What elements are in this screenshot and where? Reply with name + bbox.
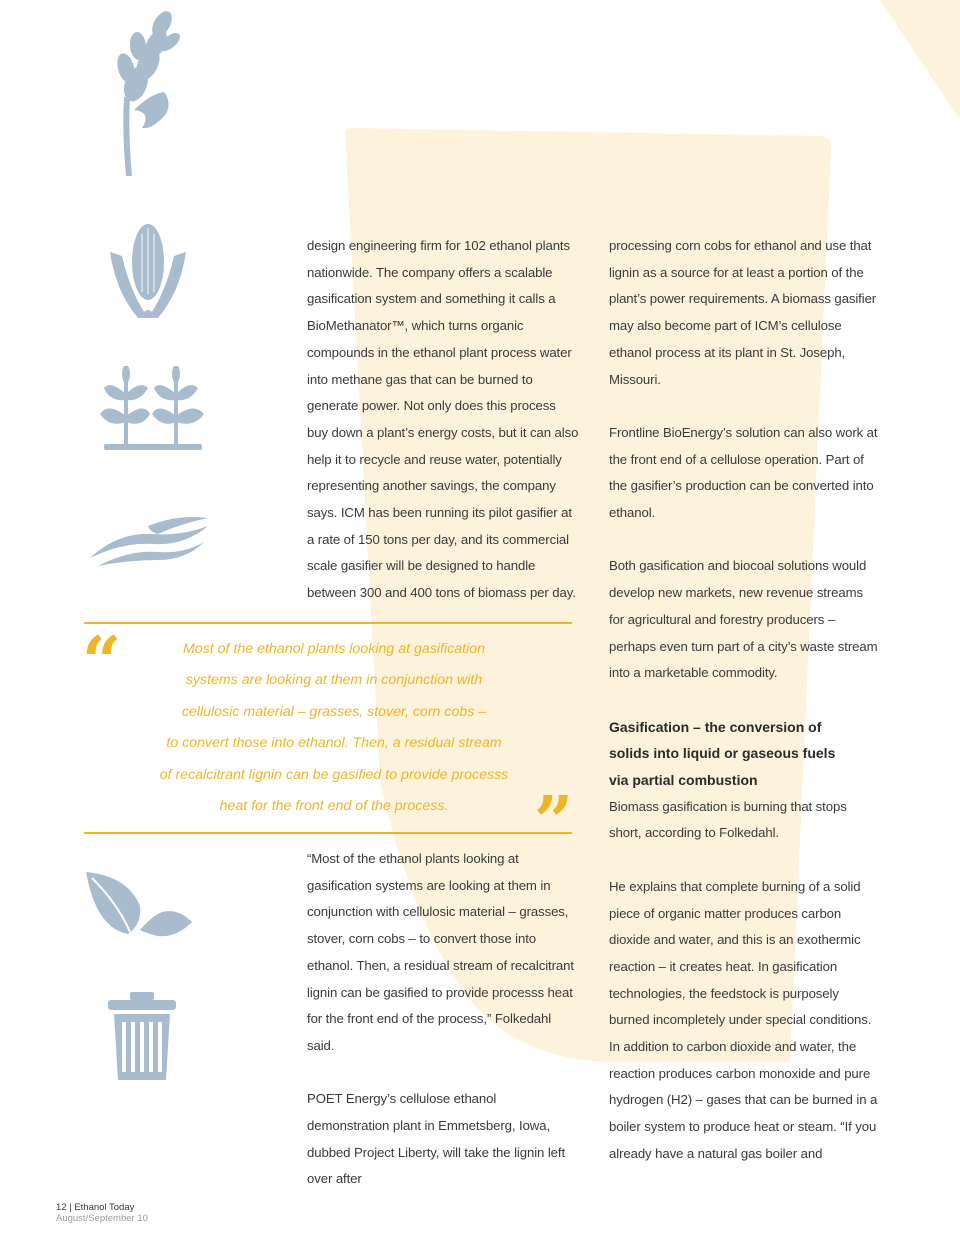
page-footer [56,1202,148,1224]
body-paragraph: “Most of the ethanol plants looking at gasification systems are looking at them in conjunction with cellulosic material – grasses, stover, corn cobs – to convert those into ethanol. Then, a residual stream of recalcitrant lignin can be gasified to provide processs heat for the front end of the process,” Folkedahl said. [307,851,574,1053]
pull-quote-text [144,634,524,822]
pull-quote-line: systems are looking at them in conjunction with [185,672,483,689]
seedlings-icon [100,366,206,456]
pull-quote-line: cellulosic material – grasses, stover, corn cobs – [181,703,487,720]
leaves-icon [82,868,194,940]
left-column-top [307,233,579,607]
pull-quote-line: to convert those into ethanol. Then, a residual stream [166,735,502,752]
section-heading: Gasification – the conversion of solids into liquid or gaseous fuels via partial combustion [609,718,836,789]
body-paragraph: Biomass gasification is burning that stops short, according to Folkedahl. [609,798,847,841]
left-column-bottom [307,846,579,1193]
body-paragraph: Both gasification and biocoal solutions would develop new markets, new revenue streams for agricultural and forestry producers – perhaps even turn part of a city’s waste stream into a marketable commodity. [609,558,878,681]
issue-date: August/September 10 [56,1213,148,1224]
trash-bin-icon [106,990,178,1082]
corn-icon [108,222,188,322]
body-paragraph: design engineering firm for 102 ethanol plants nationwide. The company offers a scalable gasification system and something it calls a BioMethanator™, which turns organic compounds in the ethanol plant process water into methane gas that can be burned to generate power. Not only does this process buy down a plant’s energy costs, but it can also help it to recycle and reuse water, potentially representing another savings, the company says. ICM has been running its pilot gasifier at a rate of 150 tons per day, and its commercial scale gasifier will be designed to handle between 300 and 400 tons of biomass per day. [307,238,579,601]
wind-icon [88,510,210,566]
body-paragraph: He explains that complete burning of a solid piece of organic matter produces carbon dioxide and water, and this is an exothermic reaction – it creates heat. In gasification technologies, the feedstock is purposely burned incompletely under special conditions. In addition to carbon dioxide and water, the reaction produces carbon monoxide and pure hydrogen (H2) – gases that can be burned in a boiler system to produce heat or steam. “If you already have a natural gas boiler and [609,878,878,1161]
open-quote-mark: “ [82,622,122,702]
body-paragraph: Frontline BioEnergy’s solution can also work at the front end of a cellulose operation. Part of the gasifier’s production can be converted into ethanol. [609,424,878,521]
pull-quote-line: Most of the ethanol plants looking at gasification [182,641,486,657]
pull-quote [82,622,574,862]
background-corner [880,0,960,120]
pull-quote-line: heat for the front end of the process. [219,798,449,815]
body-paragraph: processing corn cobs for ethanol and use that lignin as a source for at least a portion of the plant’s power requirements. A biomass gasifier may also become part of ICM’s cellulose ethanol process at its plant in St. Joseph, Missouri. [609,238,877,387]
close-quote-mark: ” [534,782,574,862]
body-paragraph: POET Energy’s cellulose ethanol demonstration plant in Emmetsberg, Iowa, dubbed Project Liberty, will take the lignin left over after [307,1091,566,1187]
wheat-icon [112,2,182,178]
pull-quote-line: of recalcitrant lignin can be gasified to provide processs [159,766,509,783]
page-number-publication: 12 | Ethanol Today [56,1202,135,1213]
right-column [609,233,881,1168]
